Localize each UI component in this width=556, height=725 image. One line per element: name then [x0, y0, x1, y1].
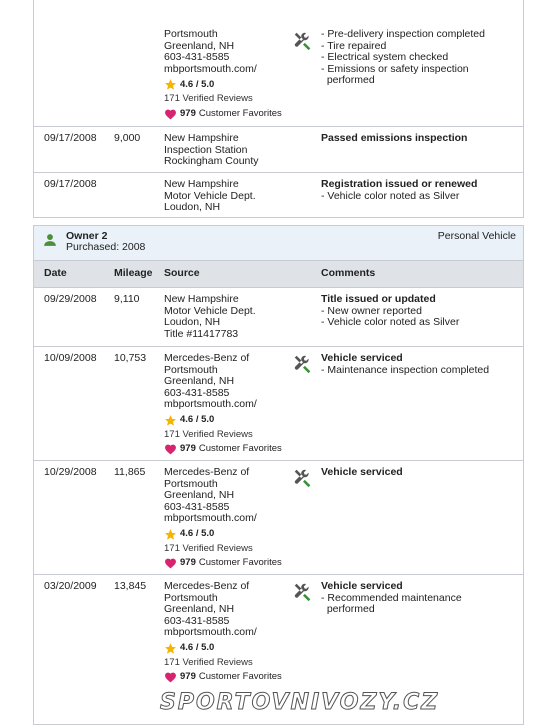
star-icon [164, 642, 177, 655]
source-line: Title #11417783 [164, 327, 239, 340]
comment-title: Vehicle serviced [321, 352, 403, 364]
comment-line: - Pre-delivery inspection completed [321, 28, 485, 40]
header-date: Date [44, 267, 67, 279]
wrench-screwdriver-icon [292, 353, 314, 375]
history-card-owner-2 [33, 225, 524, 725]
favorites-label: Customer Favorites [198, 107, 282, 119]
source-line: 603-431-8585 [164, 500, 230, 513]
comment-title: Passed emissions inspection [321, 132, 468, 144]
star-icon [164, 528, 177, 541]
customer-favorites [164, 557, 289, 569]
header-mileage: Mileage [114, 267, 153, 279]
date-cell: 09/29/2008 [44, 293, 97, 305]
rating-value: 4.6 / 5.0 [180, 528, 215, 540]
vehicle-type: Personal Vehicle [437, 230, 516, 242]
comment-title: Registration issued or renewed [321, 178, 478, 190]
comment-line: - Tire repaired [321, 39, 387, 52]
source-link[interactable]: mbportsmouth.com/ [164, 512, 257, 524]
purchased-date: Purchased: 2008 [66, 241, 146, 253]
comment-line: - Vehicle color noted as Silver [321, 316, 460, 328]
source-line: Portsmouth [164, 363, 218, 376]
source-line: Portsmouth [164, 28, 218, 40]
comment-line: performed [321, 74, 375, 86]
wrench-screwdriver-icon [292, 30, 314, 52]
source-cell [164, 581, 289, 683]
source-line: Greenland, NH [164, 603, 235, 615]
source-cell [164, 467, 289, 569]
comments-cell [321, 179, 521, 202]
favorites-count: 979 [180, 443, 196, 455]
comment-line: performed [321, 603, 375, 615]
source-line: Mercedes-Benz of [164, 352, 250, 364]
verified-reviews[interactable]: 171 Verified Reviews [164, 428, 253, 440]
owner-header [34, 226, 523, 261]
verified-reviews[interactable]: 171 Verified Reviews [164, 656, 253, 668]
source-line: New Hampshire [164, 293, 239, 305]
comment-line: - New owner reported [321, 304, 422, 317]
date-cell: 03/20/2009 [44, 580, 97, 592]
source-line: Loudon, NH [164, 316, 221, 328]
table-row [34, 574, 523, 686]
heart-icon [164, 671, 177, 683]
source-link[interactable]: mbportsmouth.com/ [164, 62, 257, 75]
source-line: Greenland, NH [164, 39, 235, 52]
date-cell: 10/29/2008 [44, 466, 97, 478]
source-cell [164, 294, 289, 340]
star-icon [164, 414, 177, 427]
source-line: Inspection Station [164, 143, 248, 156]
comment-line: - Emissions or safety inspection [321, 62, 469, 75]
watermark: SPORTOVNIVOZY.CZ [160, 690, 440, 715]
source-cell [164, 179, 289, 214]
favorites-count: 979 [180, 671, 196, 683]
comments-cell [321, 29, 521, 87]
comments-cell [321, 467, 521, 479]
source-line: Mercedes-Benz of [164, 466, 250, 478]
comment-title: Vehicle serviced [321, 466, 403, 478]
verified-reviews[interactable]: 171 Verified Reviews [164, 93, 253, 104]
customer-favorites [164, 443, 289, 455]
table-row [34, 0, 523, 126]
favorites-label: Customer Favorites [198, 443, 282, 455]
comment-line: - Vehicle color noted as Silver [321, 189, 460, 202]
owner-title: Owner 2 [66, 230, 108, 242]
comment-line: - Electrical system checked [321, 51, 449, 63]
heart-icon [164, 108, 177, 120]
source-line: 603-431-8585 [164, 51, 230, 63]
source-line: New Hampshire [164, 178, 239, 190]
comments-cell [321, 353, 521, 376]
mileage-cell: 9,000 [114, 132, 141, 144]
source-link[interactable]: mbportsmouth.com/ [164, 398, 257, 410]
source-cell [164, 353, 289, 455]
star-icon [164, 78, 177, 91]
source-line: Mercedes-Benz of [164, 580, 250, 592]
source-line: Portsmouth [164, 477, 218, 490]
comment-line: - Maintenance inspection completed [321, 363, 490, 376]
favorites-count: 979 [180, 107, 196, 119]
table-row [34, 126, 523, 172]
comments-cell [321, 294, 521, 329]
comments-cell [321, 581, 521, 616]
source-line: Motor Vehicle Dept. [164, 189, 256, 202]
comment-line: - Recommended maintenance [321, 591, 462, 604]
rating [164, 528, 289, 541]
mileage-cell: 9,110 [114, 293, 140, 305]
source-line: Greenland, NH [164, 489, 235, 501]
table-row [34, 172, 523, 217]
heart-icon [164, 443, 177, 455]
header-comments: Comments [321, 267, 376, 279]
table-row [34, 460, 523, 574]
rating [164, 414, 289, 427]
mileage-cell: 11,865 [114, 466, 146, 478]
comment-title: Title issued or updated [321, 293, 436, 305]
rating-value: 4.6 / 5.0 [180, 78, 215, 90]
mileage-cell: 10,753 [114, 352, 147, 364]
table-row [34, 346, 523, 460]
table-row [34, 288, 523, 346]
heart-icon [164, 557, 177, 569]
wrench-screwdriver-icon [292, 581, 314, 603]
source-line: 603-431-8585 [164, 386, 230, 399]
source-line: Rockingham County [164, 155, 259, 167]
source-line: Loudon, NH [164, 201, 221, 213]
customer-favorites [164, 108, 289, 120]
source-link[interactable]: mbportsmouth.com/ [164, 626, 257, 638]
person-icon [43, 233, 57, 247]
rating-value: 4.6 / 5.0 [180, 642, 215, 654]
date-cell: 10/09/2008 [44, 352, 97, 364]
rating [164, 78, 289, 91]
customer-favorites [164, 671, 289, 683]
verified-reviews[interactable]: 171 Verified Reviews [164, 542, 253, 554]
source-line: 603-431-8585 [164, 614, 230, 627]
mileage-cell: 13,845 [114, 580, 147, 592]
header-source: Source [164, 267, 200, 279]
favorites-label: Customer Favorites [198, 557, 282, 569]
table-header [34, 261, 523, 288]
source-cell [164, 133, 289, 168]
source-line: New Hampshire [164, 132, 239, 144]
rating-value: 4.6 / 5.0 [180, 414, 215, 426]
favorites-count: 979 [180, 557, 196, 569]
source-cell [164, 29, 289, 120]
history-card-owner-1 [33, 0, 524, 218]
rating [164, 642, 289, 655]
date-cell: 09/17/2008 [44, 178, 97, 190]
favorites-label: Customer Favorites [198, 671, 282, 683]
wrench-screwdriver-icon [292, 467, 314, 489]
source-line: Motor Vehicle Dept. [164, 304, 256, 317]
date-cell: 09/17/2008 [44, 132, 97, 144]
source-line: Greenland, NH [164, 375, 235, 387]
comment-title: Vehicle serviced [321, 580, 403, 592]
source-line: Portsmouth [164, 591, 218, 604]
